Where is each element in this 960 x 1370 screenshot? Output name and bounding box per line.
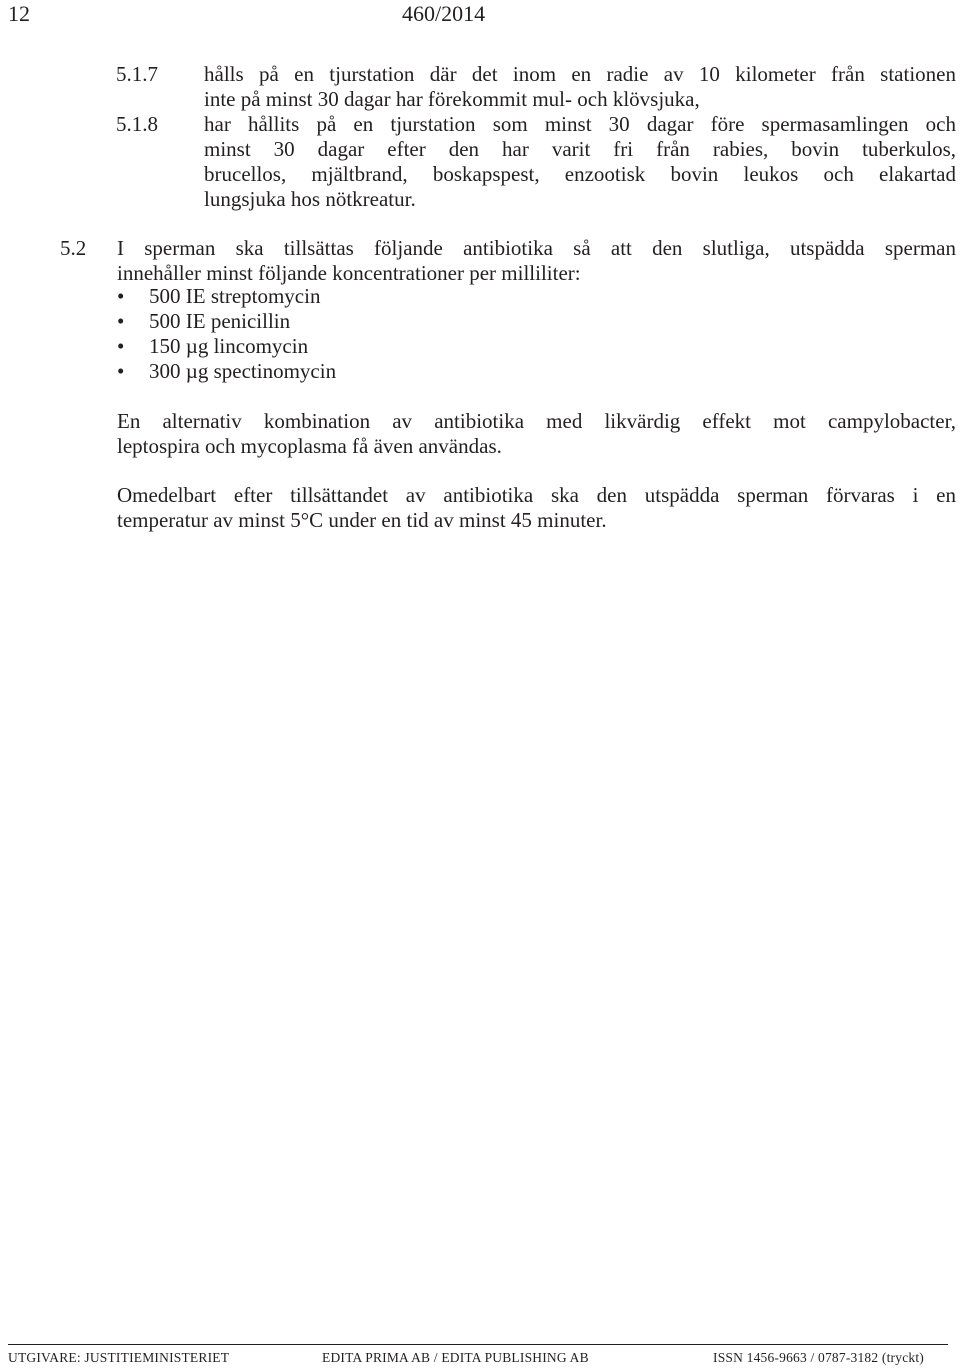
text-line: I sperman ska tillsättas följande antibiotika så att den slutliga, utspädda sperman xyxy=(117,236,956,260)
bullet-icon: • xyxy=(117,359,125,383)
text-line: brucellos, mjältbrand, boskapspest, enzootisk bovin leukos och elakartad xyxy=(204,162,956,186)
footer-printer: EDITA PRIMA AB / EDITA PUBLISHING AB xyxy=(322,1350,589,1365)
list-item-text: 500 IE streptomycin xyxy=(149,284,321,308)
text-line: hålls på en tjurstation där det inom en radie av 10 kilometer från stationen xyxy=(204,62,956,86)
page-number: 12 xyxy=(8,1,30,26)
text-line: innehåller minst följande koncentrationer per milliliter: xyxy=(117,261,581,285)
footer-issn: ISSN 1456-9663 / 0787-3182 (tryckt) xyxy=(713,1350,924,1365)
bullet-icon: • xyxy=(117,309,125,333)
text-line: inte på minst 30 dagar har förekommit mul- och klövsjuka, xyxy=(204,87,700,111)
text-line: En alternativ kombination av antibiotika med likvärdig effekt mot campylobacter, xyxy=(117,409,956,433)
section-intro xyxy=(117,236,956,286)
paragraph-alternative xyxy=(117,409,956,459)
item-text xyxy=(204,112,956,212)
bullet-icon: • xyxy=(117,334,125,358)
item-number: 5.1.8 xyxy=(116,112,158,136)
footer-divider xyxy=(8,1344,948,1345)
text-line: minst 30 dagar efter den har varit fri från rabies, bovin tuberkulos, xyxy=(204,137,956,161)
document-number: 460/2014 xyxy=(402,1,486,26)
text-line: lungsjuka hos nötkreatur. xyxy=(204,187,416,211)
paragraph-storage xyxy=(117,483,956,533)
list-item-text: 300 µg spectinomycin xyxy=(149,359,337,383)
text-line: Omedelbart efter tillsättandet av antibiotika ska den utspädda sperman förvaras i en xyxy=(117,483,956,507)
bullet-icon: • xyxy=(117,284,125,308)
text-line: temperatur av minst 5°C under en tid av minst 45 minuter. xyxy=(117,508,607,532)
item-text xyxy=(204,62,956,112)
text-line: leptospira och mycoplasma få även användas. xyxy=(117,434,502,458)
text-line: har hållits på en tjurstation som minst 30 dagar före spermasamlingen och xyxy=(204,112,956,136)
footer-publisher: UTGIVARE: JUSTITIEMINISTERIET xyxy=(8,1350,230,1365)
item-number: 5.1.7 xyxy=(116,62,158,86)
list-item-text: 150 µg lincomycin xyxy=(149,334,309,358)
section-number: 5.2 xyxy=(60,236,87,260)
list-item-text: 500 IE penicillin xyxy=(149,309,291,333)
